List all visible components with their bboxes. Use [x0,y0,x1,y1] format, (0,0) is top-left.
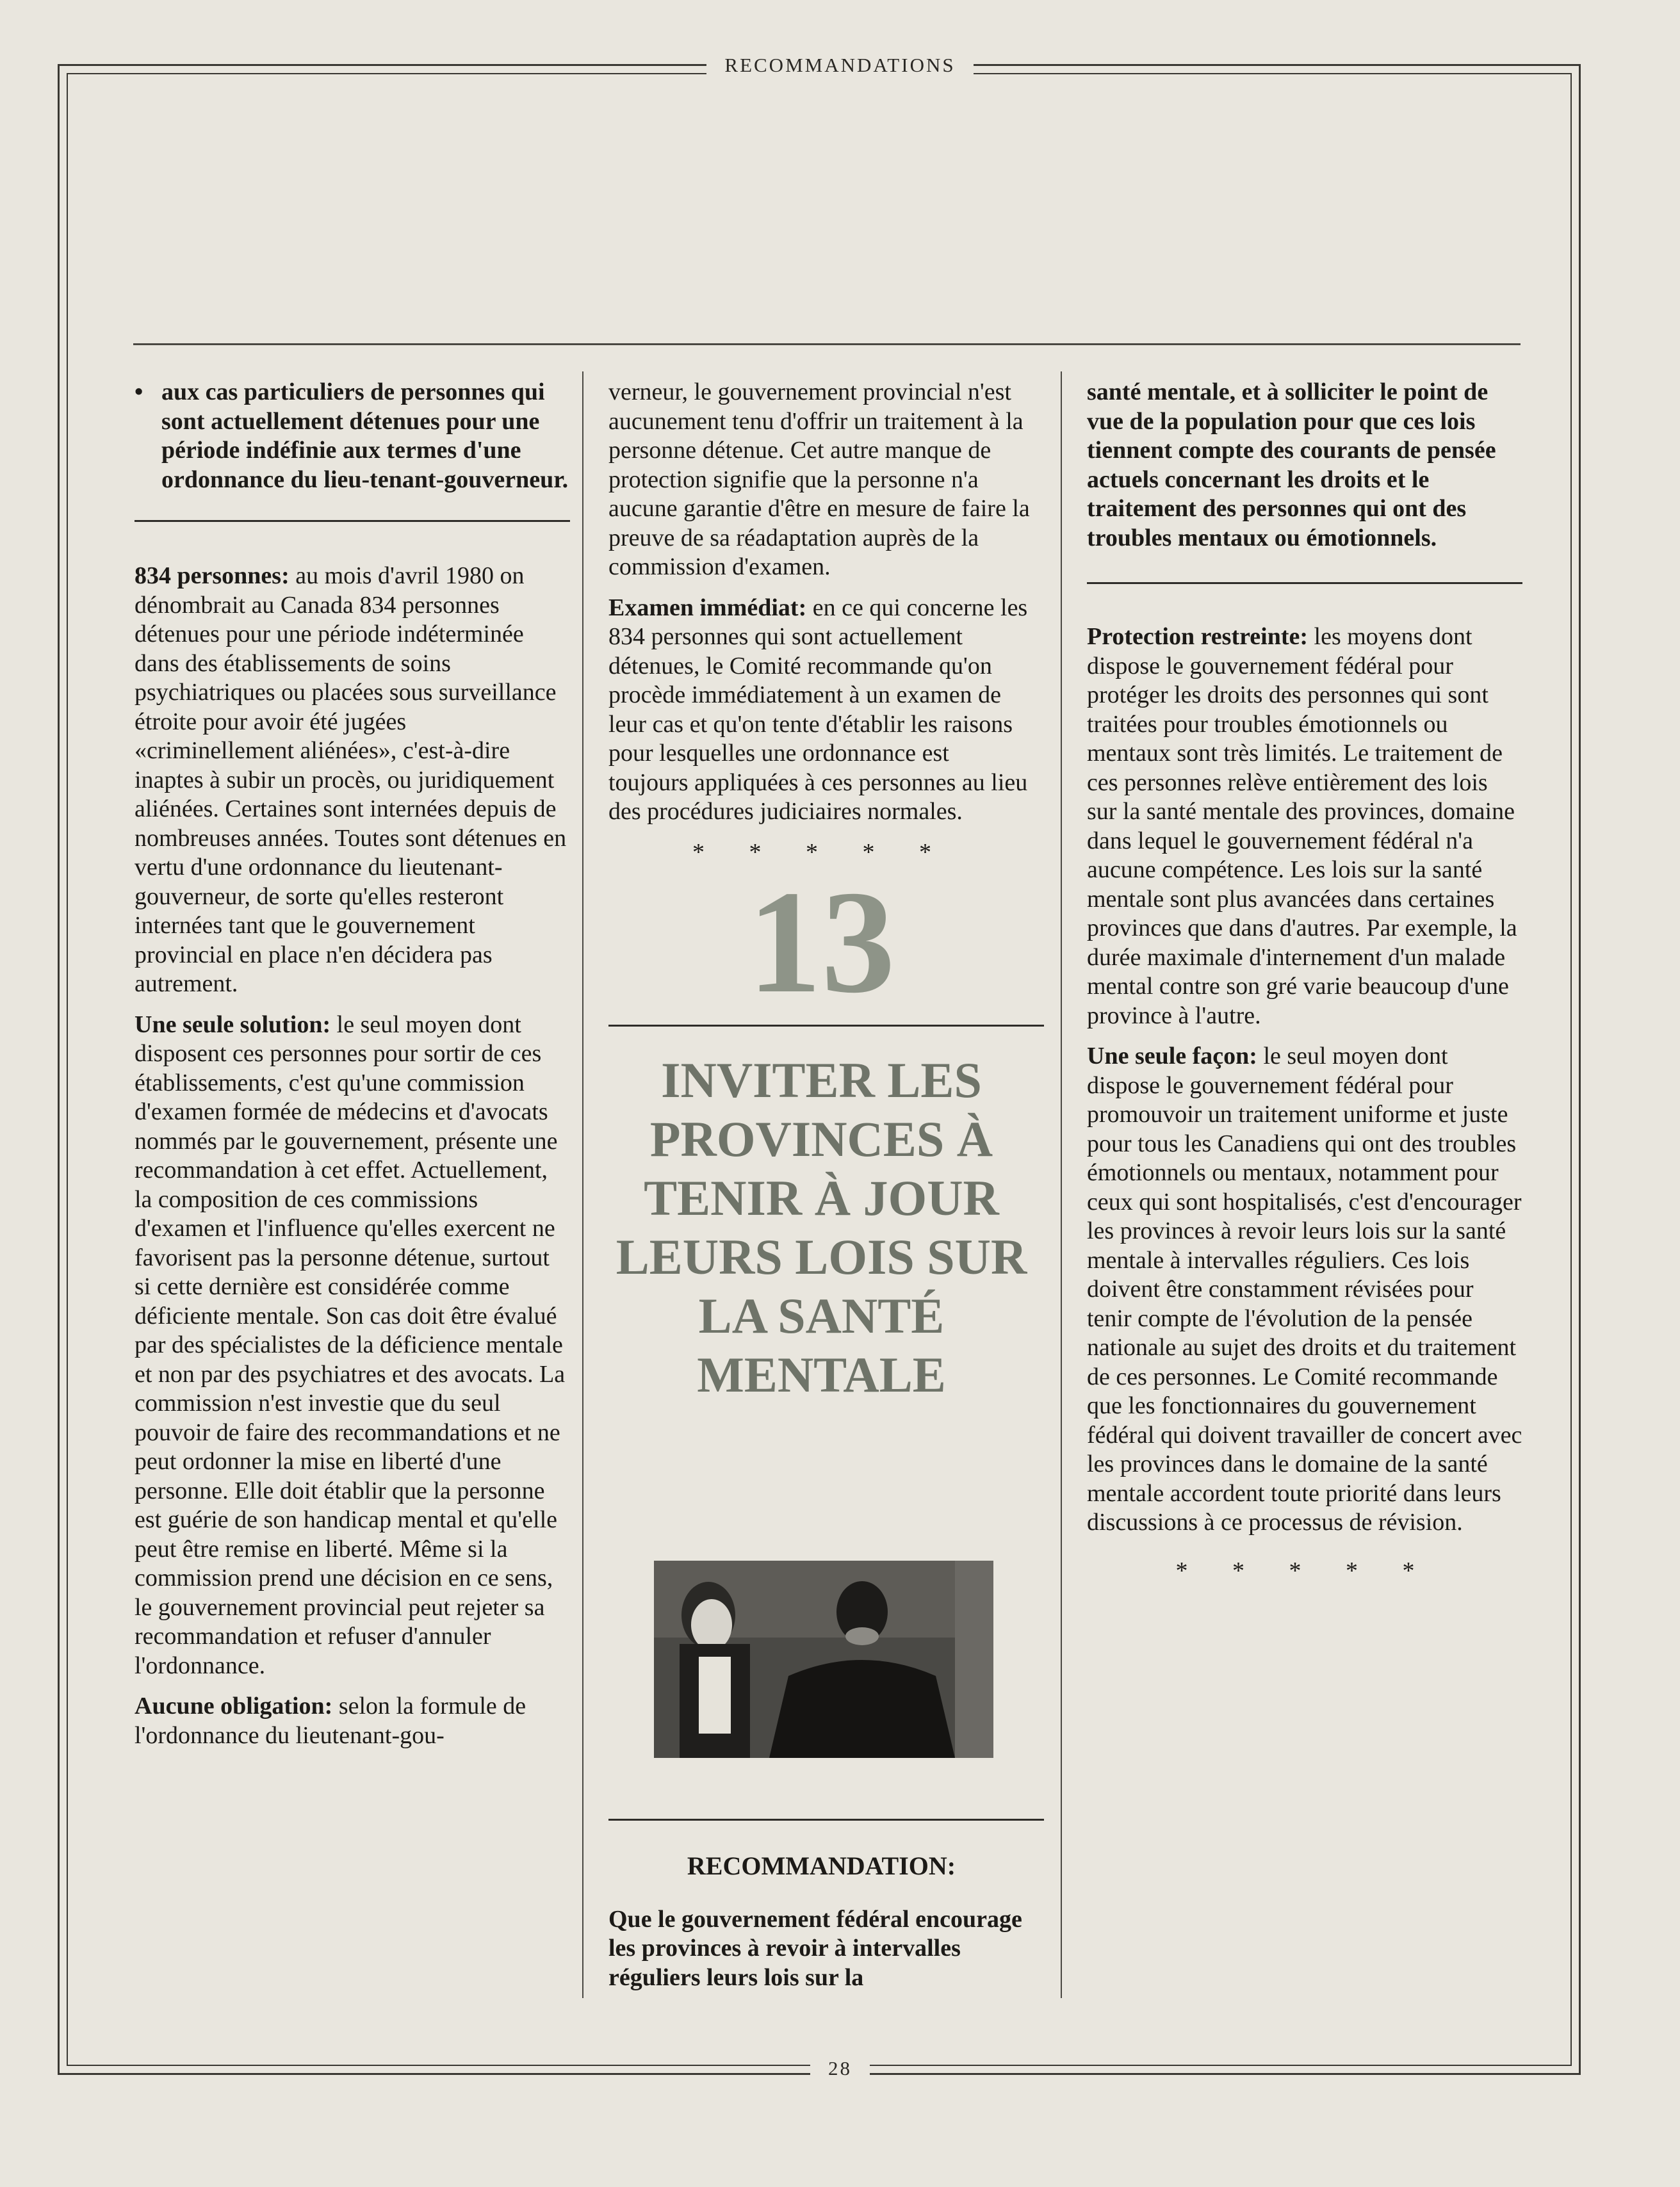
paragraph-label: Une seule façon: [1087,1043,1257,1069]
paragraph-text: au mois d'avril 1980 on dénombrait au Canada 834 personnes détenues pour une période indéterminée dans des établissements de soins psychiatriques ou placées sous surveillance étroite pour avoir été jugées «criminellement aliénées», c'est-à-dire inaptes à subir un procès, ou juridiquement aliénées. Certaines sont internées depuis de nombreuses années. Toutes sont détenues en vertu d'une ordonnance du lieutenant-gouverneur, de sorte qu'elles resteront internées tant que le gouvernement provincial en place n'en décidera pas autrement. [135,562,567,997]
recommendation-text: Que le gouvernement fédéral encourage les provinces à revoir à intervalles réguliers leurs lois sur la [608,1905,1022,1991]
chapter-title-line: LA SANTÉ [698,1288,945,1344]
section-stars: * * * * * [1175,1557,1434,1584]
column-separator-1 [582,371,583,1998]
paragraph-834-personnes [135,562,570,999]
chapter-number: 13 [747,860,895,1023]
bullet-text: aux cas particuliers de personnes qui sont actuellement détenues pour une période indéfinie aux termes d'une ordonnance du lieu-tenant-gouverneur. [161,378,569,493]
column-separator-2 [1061,371,1062,1998]
paragraph-label: Protection restreinte: [1087,623,1309,650]
chapter-title [608,1051,1034,1404]
paragraph-une-seule-solution [135,1011,570,1681]
paragraph-text: le seul moyen dont dispose le gouvernement fédéral pour promouvoir un traitement uniforme et juste pour tous les Canadiens qui ont des troubles émotionnels ou mentaux, notamment pour ceux qui sont hospitalisés, c'est d'encourager les provinces à revoir leurs lois sur la santé mentale à intervalles réguliers. Ces lois doivent être constamment révisées pour tenir compte de l'évolution de la pensée nationale au sujet des droits et du traitement de ces personnes. Le Comité recommande que les fonctionnaires du gouvernement fédéral qui doivent travailler de concert avec les provinces dans le domaine de la santé mentale accordent toute priorité dans leurs discussions à ce processus de révision. [1087,1043,1522,1536]
header-rule [133,343,1521,345]
paragraph-label: Aucune obligation: [135,1693,333,1720]
section-rule [135,520,570,522]
page-number-text: 28 [810,2057,870,2079]
photo-illustration [654,1561,993,1758]
paragraph-label: Examen immédiat: [608,594,807,621]
running-head [0,54,1680,77]
paragraph-text: selon la formule de l'ordonnance du lieutenant-gou- [135,1693,526,1749]
column-1 [135,378,570,1762]
paragraph-label: Une seule solution: [135,1011,331,1038]
paragraph-examen-immediat [608,594,1034,827]
section-rule [1087,582,1522,584]
paragraph-text: en ce qui concerne les 834 personnes qui sont actuellement détenues, le Comité recommande qu'on procède immédiatement à un examen de leur cas et qu'on tente d'établir les raisons pour lesquelles une ordonnance est toujours appliquées à ces personnes au lieu des procédures judiciaires normales. [608,594,1028,825]
chapter-title-line: LEURS LOIS SUR [616,1229,1027,1285]
paragraph-text: le seul moyen dont disposent ces personnes pour sortir de ces établissements, c'est qu'une commission d'examen formée de médecins et d'avocats nommés par le gouvernement, présente une recommandation à cet effet. Actuellement, la composition de ces commissions d'examen et l'influence qu'elles exercent ne favorisent pas la personne détenue, surtout si cette dernière est considérée comme déficiente mentale. Son cas doit être évalué par des spécialistes de la déficience mentale et non par des psychiatres et des avocats. La commission n'est investie que du seul pouvoir de faire des recommandations et ne peut ordonner la mise en liberté d'une personne. Elle doit établir que la personne est guérie de son handicap mental et qu'elle peut être remise en liberté. Même si la commission prend une décision en ce sens, le gouvernement provincial peut rejeter sa recommandation et refuser d'annuler l'ordonnance. [135,1011,566,1679]
chapter-rule-top [608,1025,1044,1027]
section-stars: * * * * * [692,838,950,866]
recommendation-heading: RECOMMANDATION: [687,1851,956,1880]
chapter-title-line: TENIR À JOUR [644,1170,999,1226]
page-number [0,2057,1680,2080]
paragraph-label: 834 personnes: [135,562,290,589]
chapter-title-line: MENTALE [697,1347,946,1402]
paragraph-text: les moyens dont dispose le gouvernement fédéral pour protéger les droits des personnes qui sont traitées pour troubles émotionnels ou mentaux sont très limités. Le traitement de ces personnes relève entièrement des lois sur la santé mentale des provinces, domaine dans lequel le gouvernement fédéral n'a aucune compétence. Les lois sur la santé mentale sont plus avancées dans certaines provinces que dans d'autres. Par exemple, la durée maximale d'internement d'un malade mental contre son gré varie beaucoup d'une province à l'autre. [1087,623,1517,1029]
paragraph-protection-restreinte [1087,622,1522,1030]
column-3 [1087,378,1522,1593]
photo-two-men-seated [654,1561,993,1758]
paragraph-une-seule-facon [1087,1042,1522,1538]
recommendation-continuation: santé mentale, et à solliciter le point de vue de la population pour que ces lois tiennent compte des courants de pensée actuels concernant les droits et le traitement des personnes qui ont des troubles mentaux ou émotionnels. [1087,378,1496,551]
bullet-mark: • [135,378,143,405]
chapter-title-line: PROVINCES À [649,1111,993,1167]
column-2 [608,378,1034,1404]
paragraph-text: verneur, le gouvernement provincial n'est aucunement tenu d'offrir un traitement à la personne détenue. Cet autre manque de protection signifie que la personne n'a aucune garantie d'être en mesure de faire la preuve de sa réadaptation auprès de la commission d'examen. [608,378,1030,580]
paragraph-continuation [608,378,1034,582]
bullet-item [135,378,570,494]
paragraph-aucune-obligation [135,1692,570,1750]
recommendation-block [608,1819,1034,2004]
running-head-text: RECOMMANDATIONS [706,54,973,76]
chapter-title-line: INVITER LES [661,1052,982,1108]
recommendation-rule [608,1819,1044,1821]
